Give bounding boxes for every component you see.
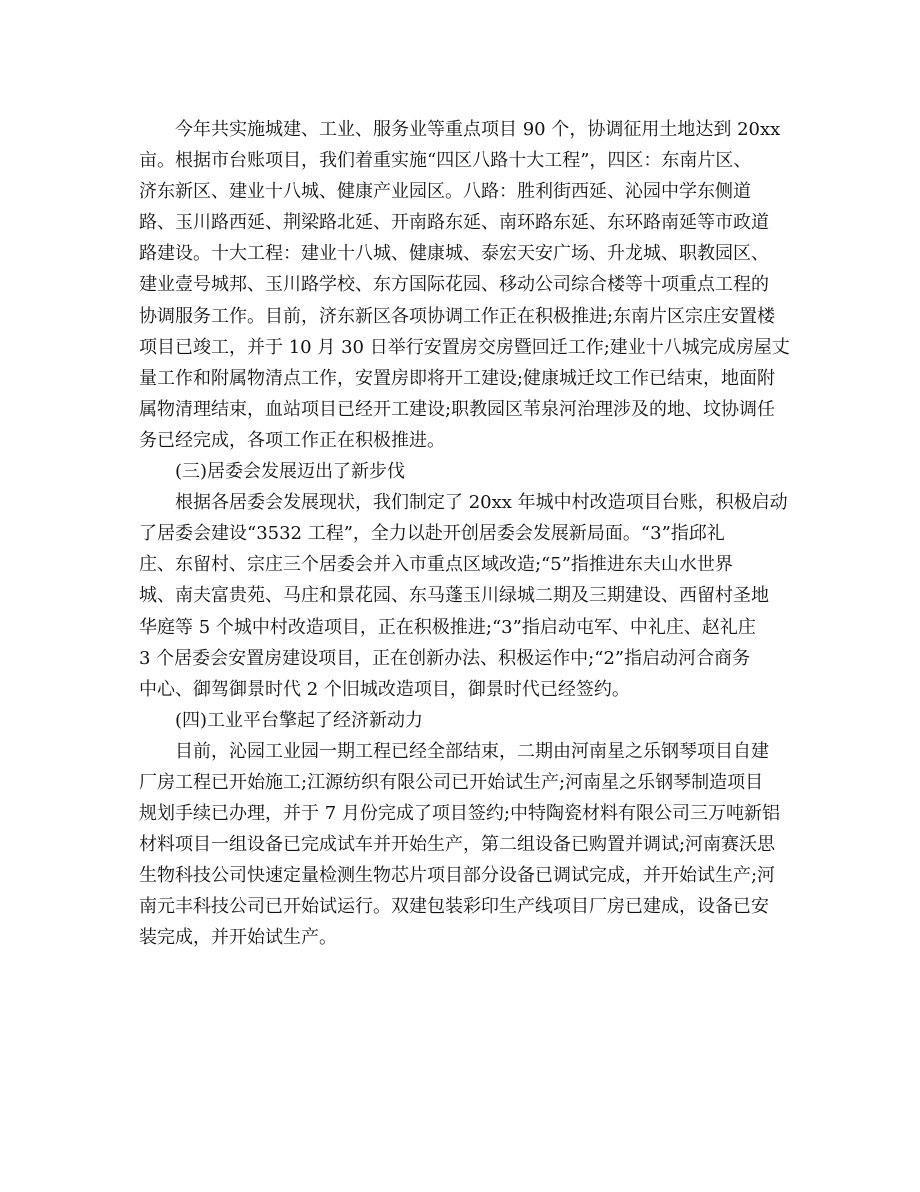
- text-line: 南元丰科技公司已开始试运行。双建包装彩印生产线项目厂房已建成，设备已安: [139, 896, 769, 918]
- text-line: 材料项目一组设备已完成试车并开始生产，第二组设备已购置并调试;河南赛沃思: [139, 834, 776, 856]
- text-line: 量工作和附属物清点工作，安置房即将开工建设;健康城迁坟工作已结束，地面附: [139, 367, 776, 389]
- section-heading-industrial-platform: [139, 705, 787, 736]
- text-line: 城、南夫富贵苑、马庄和景花园、东马蓬玉川绿城二期及三期建设、西留村圣地: [139, 585, 769, 607]
- text-line: 属物清理结束，血站项目已经开工建设;职教园区苇泉河治理涉及的地、坟协调任: [139, 398, 776, 420]
- text-line: 今年共实施城建、工业、服务业等重点项目 90 个，协调征用土地达到 20xx: [175, 119, 781, 140]
- text-line: 生物科技公司快速定量检测生物芯片项目部分设备已调试完成，并开始试生产;河: [139, 865, 776, 887]
- text-line: 根据各居委会发展现状，我们制定了 20xx 年城中村改造项目台账，积极启动: [175, 492, 788, 514]
- paragraph-major-projects: [139, 114, 790, 456]
- text-line: 路建设。十大工程：建业十八城、健康城、泰宏天安广场、升龙城、职教园区、: [139, 243, 769, 265]
- text-line: 厂房工程已开始施工;江源纺织有限公司已开始试生产;河南星之乐钢琴制造项目: [139, 771, 764, 793]
- text-line: 项目已竣工，并于 10 月 30 日举行安置房交房暨回迁工作;建业十八城完成房屋丈: [139, 336, 790, 358]
- paragraph-village-renovation: [139, 487, 787, 705]
- paragraph-industrial-park: [139, 736, 787, 954]
- text-line: 务已经完成，各项工作正在积极推进。: [139, 429, 445, 451]
- heading-text: (三)居委会发展迈出了新步伐: [175, 461, 406, 483]
- text-line: 目前，沁园工业园一期工程已经全部结束，二期由河南星之乐钢琴项目自建: [175, 740, 769, 762]
- text-line: 华庭等 5 个城中村改造项目，正在积极推进;“3”指启动屯军、中礼庄、赵礼庄: [139, 616, 756, 638]
- section-heading-residents-committee: [139, 456, 787, 487]
- text-line: 规划手续已办理，并于 7 月份完成了项目签约;中特陶瓷材料有限公司三万吨新铝: [139, 803, 780, 825]
- text-line: 济东新区、建业十八城、健康产业园区。八路：胜利街西延、沁园中学东侧道: [139, 181, 751, 203]
- heading-text: (四)工业平台擎起了经济新动力: [175, 709, 424, 731]
- text-line: 中心、御驾御景时代 2 个旧城改造项目，御景时代已经签约。: [139, 678, 630, 700]
- text-line: 路、玉川路西延、荆梁路北延、开南路东延、南环路东延、东环路南延等市政道: [139, 212, 769, 234]
- text-line: 3 个居委会安置房建设项目，正在创新办法、积极运作中;“2”指启动河合商务: [139, 647, 751, 669]
- text-line: 亩。根据市台账项目，我们着重实施“四区八路十大工程”，四区：东南片区、: [139, 150, 752, 172]
- text-line: 了居委会建设“3532 工程”，全力以赴开创居委会发展新局面。“3”指邱礼: [139, 523, 725, 545]
- text-line: 庄、东留村、宗庄三个居委会并入市重点区域改造;“5”指推进东夫山水世界: [139, 554, 733, 576]
- text-line: 协调服务工作。目前，济东新区各项协调工作正在积极推进;东南片区宗庄安置楼: [139, 305, 776, 327]
- text-line: 建业壹号城邦、玉川路学校、东方国际花园、移动公司综合楼等十项重点工程的: [139, 274, 769, 296]
- text-line: 装完成，并开始试生产。: [139, 927, 337, 949]
- document-body: [139, 114, 790, 954]
